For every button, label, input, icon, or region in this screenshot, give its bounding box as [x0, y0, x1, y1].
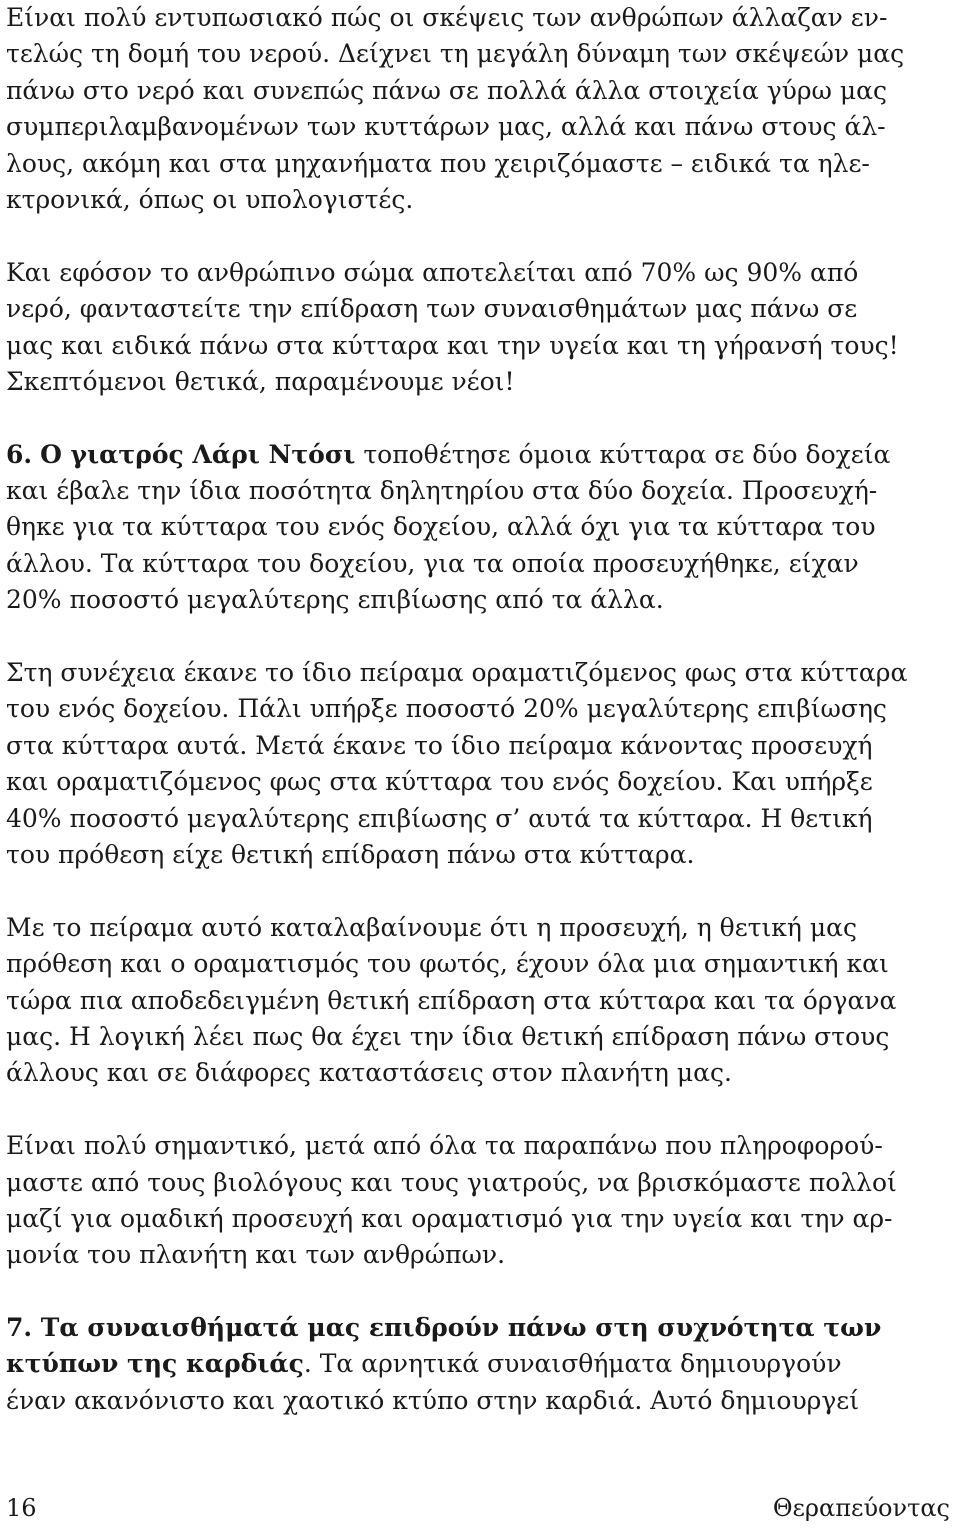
- text-line: νερό, φανταστείτε την επίδραση των συναισθημάτων μας πάνω σε: [6, 294, 858, 324]
- text-run: . Τα αρνητικά συναισθήματα δημιουργούν: [303, 1349, 842, 1379]
- doctor-name: Ο γιατρός Λάρι Ντόσι: [40, 439, 356, 469]
- text-line: Στη συνέχεια έκανε το ίδιο πείραμα οραματιζόμενος φως στα κύτταρα: [6, 658, 908, 688]
- text-line: Σκεπτόμενοι θετικά, παραμένουμε νέοι!: [6, 366, 515, 396]
- running-title: Θεραπεύοντας: [772, 1494, 950, 1522]
- text-line: μας και ειδικά πάνω στα κύτταρα και την υγεία και τη γήρανσή τους!: [6, 330, 899, 360]
- paragraph-water-structure: [6, 0, 954, 218]
- text-line: 20% ποσοστό μεγαλύτερης επιβίωσης από τα άλλα.: [6, 585, 664, 615]
- text-line: πρόθεση και ο οραματισμός του φωτός, έχουν όλα μια σημαντική και: [6, 949, 889, 979]
- text-line: του πρόθεση είχε θετική επίδραση πάνω στα κύτταρα.: [6, 839, 695, 869]
- page-footer: [6, 1490, 954, 1526]
- paragraph-gap: [6, 1092, 954, 1128]
- text-line: συμπεριλαμβανομένων των κυττάρων μας, αλλά και πάνω στους άλ-: [6, 112, 886, 142]
- text-line: και έβαλε την ίδια ποσότητα δηλητηρίου στα δύο δοχεία. Προσευχή-: [6, 476, 878, 506]
- paragraph-dossey-experiment: [6, 437, 954, 619]
- text-line: [6, 1346, 954, 1382]
- text-line: κτρονικά, όπως οι υπολογιστές.: [6, 184, 414, 214]
- text-line: τώρα πια αποδεδειγμένη θετική επίδραση στα κύτταρα και τα όργανα: [6, 985, 897, 1015]
- paragraph-light-experiment: [6, 655, 954, 873]
- paragraph-gap: [6, 400, 954, 436]
- text-line: μαστε από τους βιολόγους και τους γιατρούς, να βρισκόμαστε πολλοί: [6, 1167, 897, 1197]
- text-line: λους, ακόμη και στα μηχανήματα που χειριζόμαστε – ειδικά τα ηλε-: [6, 148, 870, 178]
- text-line: έναν ακανόνιστο και χαοτικό κτύπο στην καρδιά. Αυτό δημιουργεί: [6, 1385, 860, 1415]
- paragraph-heart-rhythm: [6, 1310, 954, 1419]
- paragraph-human-body: [6, 255, 954, 401]
- text-line: 40% ποσοστό μεγαλύτερης επιβίωσης σ’ αυτά τα κύτταρα. Η θετική: [6, 803, 873, 833]
- paragraph-group-prayer: [6, 1128, 954, 1274]
- text-line: τελώς τη δομή του νερού. Δείχνει τη μεγάλη δύναμη των σκέψεών μας: [6, 39, 905, 69]
- text-line: Είναι πολύ σημαντικό, μετά από όλα τα παραπάνω που πληροφορού-: [6, 1131, 883, 1161]
- text-line: άλλους και σε διάφορες καταστάσεις στον πλανήτη μας.: [6, 1058, 732, 1088]
- section-heading: 7. Τα συναισθήματά μας επιδρούν πάνω στη συχνότητα των: [6, 1313, 882, 1343]
- section-heading-continued: κτύπων της καρδιάς: [6, 1349, 304, 1379]
- text-line: του ενός δοχείου. Πάλι υπήρξε ποσοστό 20% μεγαλύτερης επιβίωσης: [6, 694, 887, 724]
- paragraph-gap: [6, 218, 954, 254]
- text-run: τοποθέτησε όμοια κύτταρα σε δύο δοχεία: [355, 439, 891, 469]
- paragraph-conclusion: [6, 910, 954, 1092]
- text-line: μονία του πλανήτη και των ανθρώπων.: [6, 1240, 506, 1270]
- paragraph-gap: [6, 619, 954, 655]
- paragraph-gap: [6, 1274, 954, 1310]
- text-line: θηκε για τα κύτταρα του ενός δοχείου, αλλά όχι για τα κύτταρα του: [6, 512, 876, 542]
- page-body: [6, 0, 954, 1419]
- text-line: Και εφόσον το ανθρώπινο σώμα αποτελείται από 70% ως 90% από: [6, 257, 859, 287]
- text-line: μας. Η λογική λέει πως θα έχει την ίδια θετική επίδραση πάνω στους: [6, 1021, 890, 1051]
- paragraph-gap: [6, 873, 954, 909]
- page-number: 16: [6, 1494, 37, 1522]
- text-line: άλλου. Τα κύτταρα του δοχείου, για τα οποία προσευχήθηκε, είχαν: [6, 548, 859, 578]
- text-line: πάνω στο νερό και συνεπώς πάνω σε πολλά άλλα στοιχεία γύρω μας: [6, 75, 888, 105]
- text-line: στα κύτταρα αυτά. Μετά έκανε το ίδιο πείραμα κάνοντας προσευχή: [6, 730, 873, 760]
- text-line: Είναι πολύ εντυπωσιακό πώς οι σκέψεις των ανθρώπων άλλαζαν εν-: [6, 3, 888, 32]
- text-line: [6, 437, 954, 473]
- text-line: και οραματιζόμενος φως στα κύτταρα του ενός δοχείου. Και υπήρξε: [6, 767, 873, 797]
- item-number: 6.: [6, 439, 33, 469]
- text-line: Με το πείραμα αυτό καταλαβαίνουμε ότι η προσευχή, η θετική μας: [6, 912, 857, 942]
- text-line: μαζί για ομαδική προσευχή και οραματισμό για την υγεία και την αρ-: [6, 1203, 893, 1233]
